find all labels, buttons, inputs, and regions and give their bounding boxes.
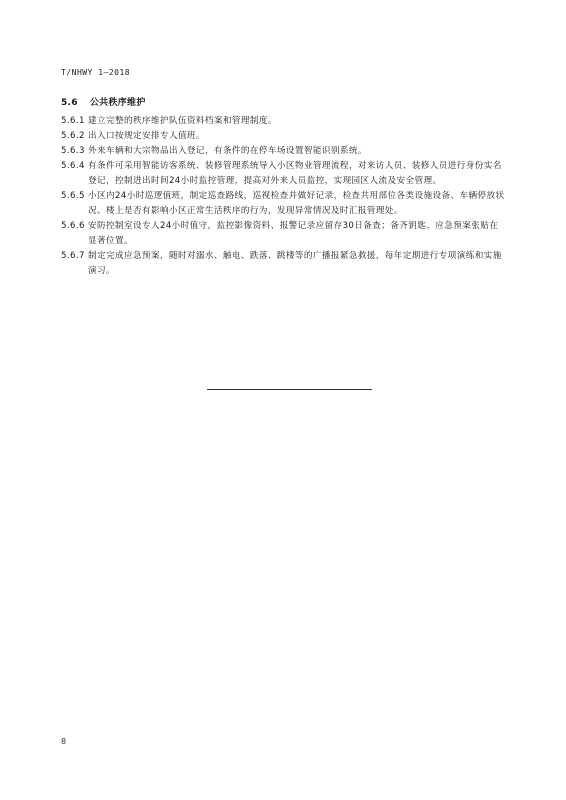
clause-list [61,114,507,279]
clause-text: 出入口按规定安排专人值班。 [88,131,205,141]
document-code: T/NHWY 1—2018 [61,68,131,77]
clause-text: 安防控制室设专人24小时值守，监控影像资料、报警记录应留存30日备查；备齐钥匙、应急预案张贴在显著位置。 [88,221,499,246]
clause-item [61,144,507,159]
clause-text: 小区内24小时巡逻值班，制定巡查路线，巡视检查并做好记录，检查共用部位各类设施设备、车辆停放状况、楼上是否有影响小区正常生活秩序的行为，发现异常情况及时汇报管理处。 [88,191,505,216]
page-number: 8 [61,737,67,746]
clause-text: 外来车辆和大宗物品出入登记，有条件的在停车场设置智能识别系统。 [88,146,367,156]
section-title: 公共秩序维护 [89,98,146,108]
clause-text: 制定完成应急预案，随时对溺水、触电、跌落、跳楼等的广播报紧急救援，每年定期进行专项演练和实施演习。 [88,251,502,276]
clause-text: 有条件可采用智能访客系统、装修管理系统导入小区物业管理流程，对来访人员、装修人员进行身份实名登记，控制进出时间24小时监控管理，提高对外来人员监控，实现园区人流及安全管理。 [88,161,502,186]
clause-number: 5.6.2 [61,131,85,141]
clause-number: 5.6.3 [61,146,85,156]
clause-item [61,219,507,249]
clause-item [61,114,507,129]
clause-item [61,159,507,189]
clause-item [61,189,507,219]
clause-number: 5.6.7 [61,251,85,261]
clause-number: 5.6.6 [61,221,85,231]
clause-item [61,129,507,144]
clause-number: 5.6.4 [61,161,85,171]
end-of-text-divider [207,389,372,390]
clause-number: 5.6.1 [61,116,85,126]
clause-number: 5.6.5 [61,191,85,201]
section-number: 5.6 [61,98,78,108]
section-heading [61,95,146,108]
clause-item [61,249,507,279]
clause-text: 建立完整的秩序维护队伍资料档案和管理制度。 [88,116,277,126]
